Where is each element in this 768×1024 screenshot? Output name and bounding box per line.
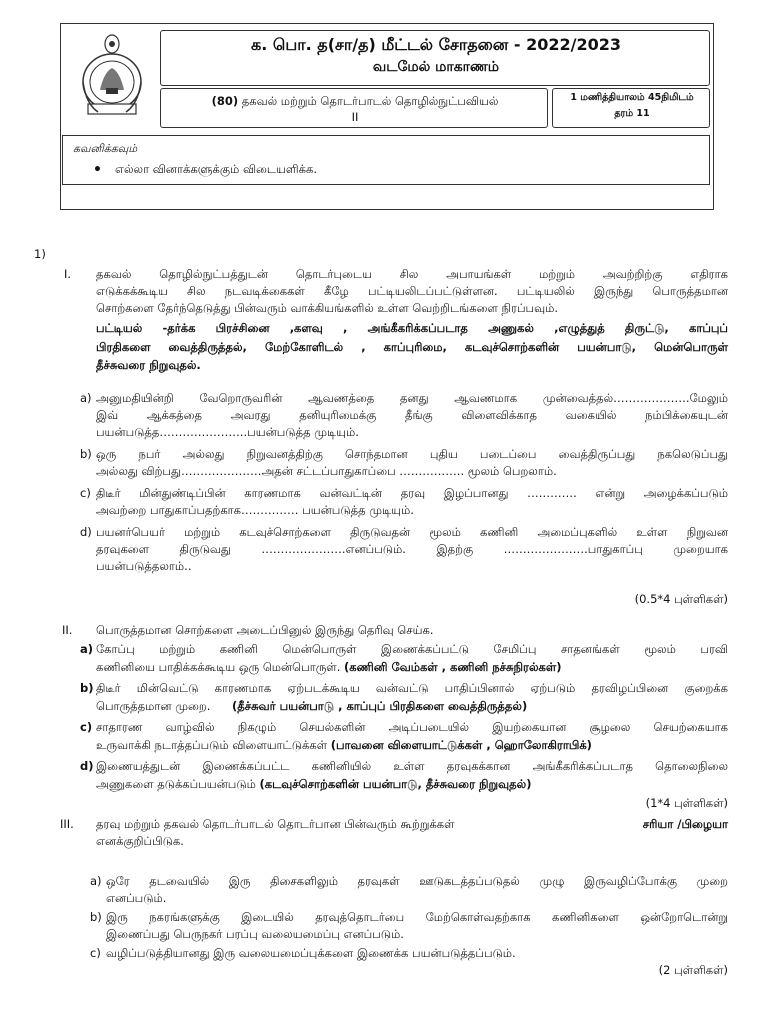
item-d-line-2: அணுகளை தடுக்கப்பயன்படும் (கடவுச்சொற்களின் பயன்பாடு, தீச்சுவரை நிறுவுதல்) <box>96 777 532 791</box>
province: வடமேல் மாகாணம் <box>372 59 500 75</box>
title-box <box>160 30 710 86</box>
instruction-text: எல்லா வினாக்களுக்கும் விடையளிக்க. <box>115 162 317 176</box>
item-a-line-1: ஒரே தடவையில் இரு திசைகளிலும் தரவுகள் ஊடுகடத்தப்படுதல் முழு இருவழிப்போக்கு முறை <box>106 874 728 888</box>
item-d-options: (கடவுச்சொற்களின் பயன்பாடு, தீச்சுவரை நிறுவுதல்) <box>259 777 532 791</box>
item-a-line-3: பயன்படுத்த…………………..பயன்படுத்த முடியும். <box>96 425 359 439</box>
item-c-line-1: சாதாரண வாழ்வில் நிகழும் செயல்களின் அடிப்படையில் இயற்கையான சூழலை செயற்கையாக <box>96 720 728 734</box>
part-i-intro-3: சொற்களை தேர்ந்தெடுத்து பின்வரும் வாக்கியங்களில் உள்ள வெற்றிடங்களை நிரப்பவும். <box>96 301 559 315</box>
question-number: 1) <box>34 247 46 261</box>
item-b-line-2: அல்லது விற்பது…………………அதன் சட்டப்பாதுகாப்பை …………….. மூலம் பெறலாம். <box>96 464 557 478</box>
item-d-label: d) <box>80 525 92 539</box>
part-i-intro-1: தகவல் தொழில்நுட்பத்துடன் தொடர்புடைய சில அபாயங்கள் மற்றும் அவற்றிற்கு எதிராக <box>96 267 728 281</box>
item-d-line-1: இணையத்துடன் இணைக்கப்பட்ட கணினியில் உள்ள தரவுகக்கான அங்கீகரிக்கப்படாத தொலைநிலை <box>96 759 728 773</box>
item-a-options: (கணினி வேம்கள் , கணினி நச்சுநிரல்கள்) <box>344 660 562 674</box>
item-b-label: b) <box>90 910 102 924</box>
item-b-label: b) <box>80 681 94 695</box>
item-b-options: (தீச்சுவர் பயன்பாடு , காப்புப் பிரதிகளை வைத்திருத்தல்) <box>232 699 528 713</box>
part-ii-marks: (1*4 புள்ளிகள்) <box>645 796 728 810</box>
item-b-label: b) <box>80 447 92 461</box>
part-ii-label: II. <box>62 623 73 637</box>
item-b-line-2: பொருத்தமான முறை. (தீச்சுவர் பயன்பாடு , காப்புப் பிரதிகளை வைத்திருத்தல்) <box>96 699 528 713</box>
item-a-line-1: கோப்பு மற்றும் கணினி மென்பொருள் இணைக்கப்பட்டு சேமிப்பு சாதனங்கள் மூலம் பரவி <box>96 642 728 656</box>
item-b-line-1: திடீர் மின்வெட்டு காரணமாக ஏற்படக்கூடிய வன்வட்டு பாதிப்பினால் ஏற்படும் தரவிழப்பினை குறைக்க <box>96 681 728 695</box>
duration: 1 மணித்தியாலம் 45நிமிடம் <box>570 92 694 103</box>
part-i-label: I. <box>64 267 72 281</box>
subject-box <box>160 88 548 128</box>
item-d-line-1: பயனர்பெயர் மற்றும் கடவுச்சொற்களை திருடுவதன் மூலம் கணினி அமைப்புகளில் உள்ள நிறுவன <box>96 525 728 539</box>
time-box <box>552 88 710 128</box>
part-ii-intro: பொருத்தமான சொற்களை அடைப்பினுல் இருந்து தெரிவு செய்க. <box>96 623 434 637</box>
emblem-icon <box>80 32 144 122</box>
item-d-line-3: பயன்படுத்தலாம்.. <box>96 559 192 573</box>
instructions-title: கவனிக்கவும் <box>73 142 138 155</box>
item-c-label: c) <box>80 486 91 500</box>
word-list-1: பட்டியல் -தர்க்க பிரச்சினை ,களவு , அங்கீகரிக்கப்படாத அணுகல் ,எழுத்துத் திருட்டு, காப்புப் <box>96 321 728 335</box>
item-a-line-2: எனப்படும். <box>106 891 167 905</box>
item-a-line-1: அனுமதியின்றி வேறொருவரின் ஆவணத்தை தனது ஆவணமாக முன்வைத்தல்………………..மேலும் <box>96 391 728 405</box>
subject-title <box>165 93 545 125</box>
item-c-line-2: அவற்றை பாதுகாப்பதற்காக…………… பயன்படுத்த முடியும். <box>96 503 414 517</box>
subject-paper: II <box>351 110 359 124</box>
subject-code: (80) <box>211 94 239 108</box>
item-b-line-2: இணைப்பது பெருநகர் பரப்பு வலையமைப்பு எனப்படும். <box>106 927 404 941</box>
item-b-line-1: ஒரு நபர் அல்லது நிறுவனத்திற்கு சொந்தமான புதிய படைப்பை வைத்திருப்பது நகலெடுப்பது <box>96 447 728 461</box>
part-iii-intro-2: எனக்குறிப்பிடுக. <box>96 834 184 848</box>
grade: தரம் 11 <box>614 108 650 119</box>
item-a-label: a) <box>90 874 102 888</box>
item-d-label: d) <box>80 759 94 773</box>
item-a-line-2: இவ் ஆக்கத்தை அவரது தனியுரிமைக்கு தீங்கு விளைவிக்காத வகையில் நம்பிக்கையுடன் <box>96 408 728 422</box>
item-c-options: (பாவனை விளையாட்டுக்கள் , ஹொலோகிராபிக்) <box>330 738 592 752</box>
item-a-line-2: கணினியை பாதிக்கக்கூடிய ஒரு மென்பொருள். (கணினி வேம்கள் , கணினி நச்சுநிரல்கள்) <box>96 660 562 674</box>
item-c-line-1: வழிப்படுத்தியானது இரு வலையமைப்புக்களை இணைக்க பயன்படுத்தப்படும். <box>106 946 516 960</box>
item-c-label: c) <box>90 946 101 960</box>
item-a-label: a) <box>80 391 92 405</box>
item-a-label: a) <box>80 642 94 656</box>
item-b-line-1: இரு நகரங்களுக்கு இடையில் தரவுத்தொடர்பை மேற்கொள்வதற்காக கணினிகளை ஒன்றோடொன்று <box>106 910 728 924</box>
word-list-3: தீச்சுவரை நிறுவுதல். <box>96 358 201 372</box>
item-c-line-1: திடீர் மின்துண்டிப்பின் காரணமாக வன்வட்டின் தரவு இழப்பானது …………. என்று அழைக்கப்படும் <box>96 486 728 500</box>
part-i-marks: (0.5*4 புள்ளிகள்) <box>634 592 728 606</box>
true-false-label: சரியா /பிழையா <box>642 817 728 831</box>
part-iii-label: III. <box>60 817 74 831</box>
exam-title: க. பொ. த(சா/த) மீட்டல் சோதனை - 2022/2023 <box>251 35 621 54</box>
part-iii-intro-1: தரவு மற்றும் தகவல் தொடர்பாடல் தொடர்பான பின்வரும் கூற்றுக்கள் சரியா /பிழையா <box>96 817 728 831</box>
instructions-box <box>62 135 710 185</box>
item-c-line-2: உருவாக்கி நடாத்தப்படும் விளையாட்டுக்கள் (பாவனை விளையாட்டுக்கள் , ஹொலோகிராபிக்) <box>96 738 592 752</box>
item-c-label: c) <box>80 720 93 734</box>
bullet-icon: • <box>93 162 102 178</box>
item-d-line-2: தரவுகளை திருடுவது ………………….எனப்படும். இதற்கு ………………….பாதுகாப்பு முறையாக <box>96 542 728 556</box>
word-list-2: பிரதிகளை வைத்திருத்தல், மேற்கோளிடல் , காப்புரிமை, கடவுச்சொற்களின் பயன்பாடு, மென்பொருள் <box>96 340 728 354</box>
part-iii-marks: (2 புள்ளிகள்) <box>658 963 728 977</box>
part-i-intro-2: எடுக்கக்கூடிய சில நடவடிக்கைகள் கீழே பட்டியலிடப்பட்டுள்ளன. பட்டியலில் இருந்து பொருத்தமான <box>96 284 728 298</box>
subject-name: தகவல் மற்றும் தொடர்பாடல் தொழில்நுட்பவியல் <box>241 94 499 108</box>
